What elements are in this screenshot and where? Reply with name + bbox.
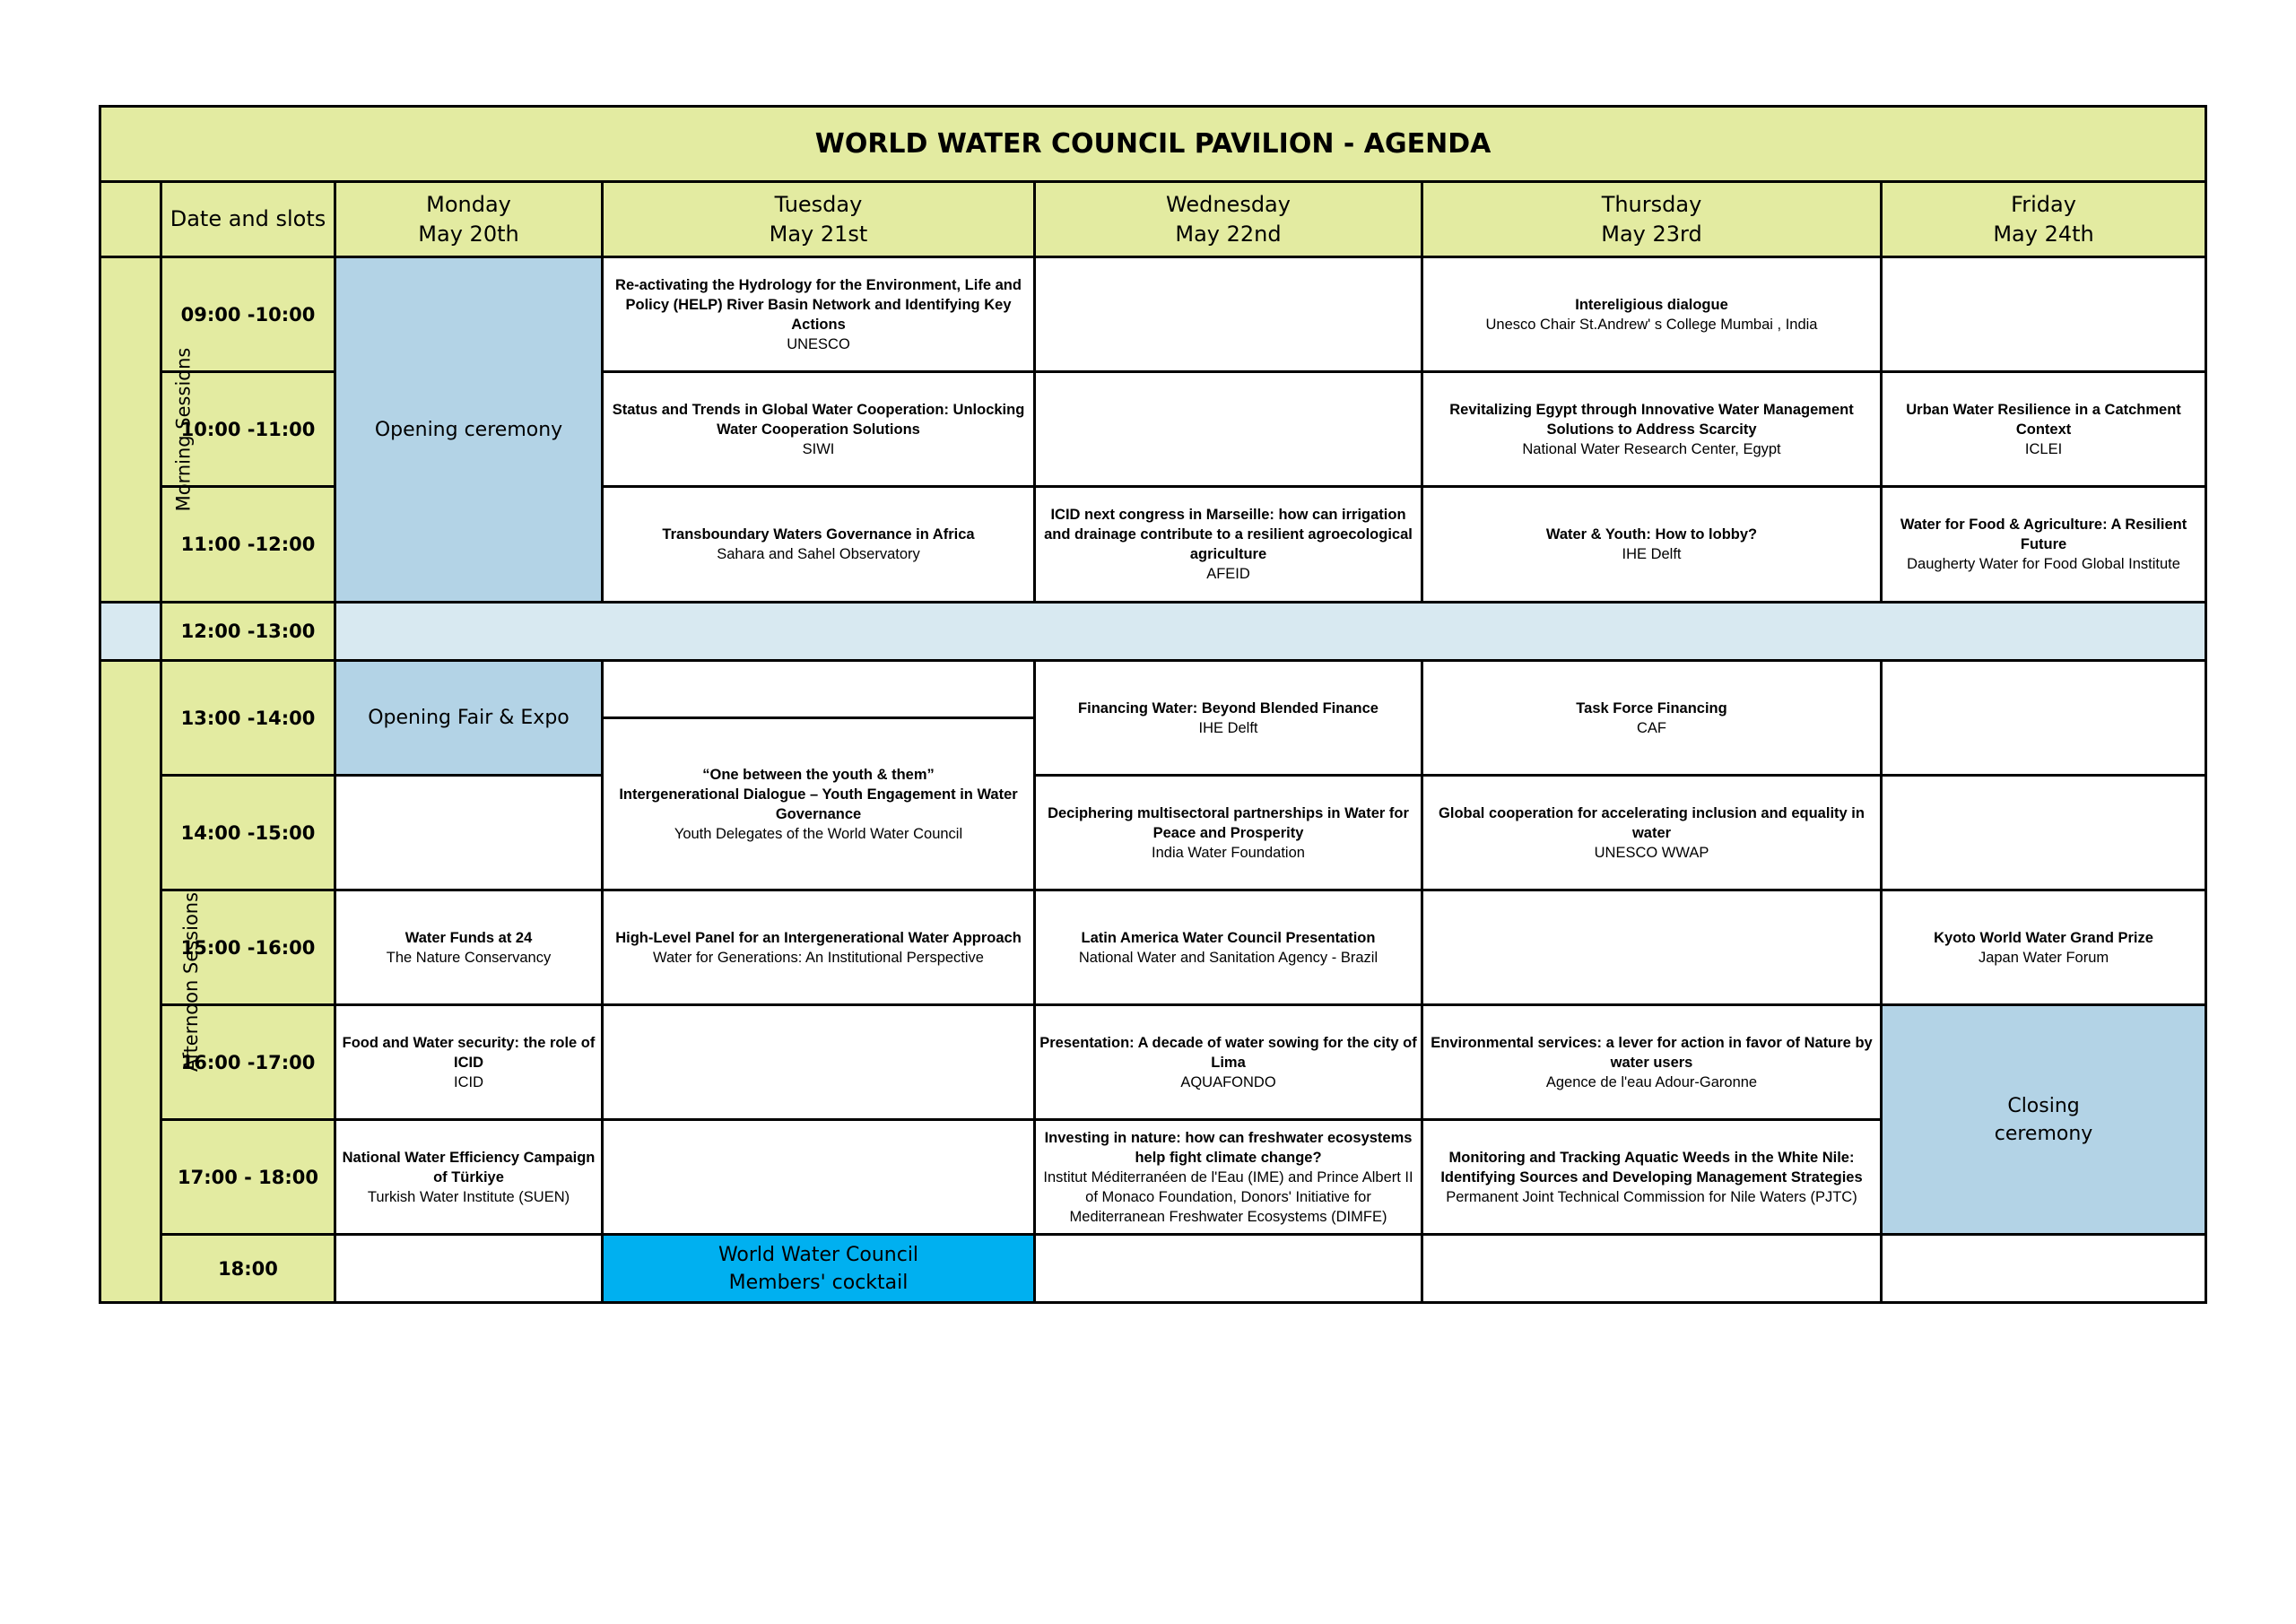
session-wed-1400: Deciphering multisectoral partnerships in Water for Peace and Prosperity India Water Foundation <box>1035 776 1422 890</box>
time-slot: 09:00 -10:00 <box>161 257 335 372</box>
agenda-title: WORLD WATER COUNCIL PAVILION - AGENDA <box>100 107 2206 182</box>
empty-cell <box>1422 890 1882 1005</box>
row-1600 <box>100 1005 2206 1120</box>
opening-ceremony: Opening ceremony <box>335 257 603 603</box>
time-slot: 17:00 - 18:00 <box>161 1120 335 1235</box>
date-and-slots-header: Date and slots <box>161 182 335 257</box>
day-header-monday: Monday May 20th <box>335 182 603 257</box>
empty-cell <box>1035 1235 1422 1303</box>
time-slot: 14:00 -15:00 <box>161 776 335 890</box>
morning-sessions-label: Morning Sessions <box>100 257 161 603</box>
session-tue-1500: High-Level Panel for an Intergenerational Water Approach Water for Generations: An Institutional Perspective <box>603 890 1035 1005</box>
session-thu-1300: Task Force Financing CAF <box>1422 661 1882 776</box>
session-tue-1000: Status and Trends in Global Water Cooperation: Unlocking Water Cooperation Solutions SIWI <box>603 372 1035 487</box>
agenda-table <box>99 105 2207 1304</box>
session-tue-1100: Transboundary Waters Governance in Africa Sahara and Sahel Observatory <box>603 487 1035 603</box>
session-thu-0900: Intereligious dialogue Unesco Chair St.Andrew' s College Mumbai , India <box>1422 257 1882 372</box>
row-1800 <box>100 1235 2206 1303</box>
empty-cell <box>1882 257 2206 372</box>
session-mon-1500: Water Funds at 24 The Nature Conservancy <box>335 890 603 1005</box>
session-mon-1600: Food and Water security: the role of ICID ICID <box>335 1005 603 1120</box>
row-1300a <box>100 661 2206 718</box>
header-row <box>100 182 2206 257</box>
empty-cell <box>1035 372 1422 487</box>
row-1500 <box>100 890 2206 1005</box>
time-slot: 16:00 -17:00 <box>161 1005 335 1120</box>
session-thu-1100: Water & Youth: How to lobby? IHE Delft <box>1422 487 1882 603</box>
session-thu-1400: Global cooperation for accelerating inclusion and equality in water UNESCO WWAP <box>1422 776 1882 890</box>
time-slot: 15:00 -16:00 <box>161 890 335 1005</box>
session-thu-1000: Revitalizing Egypt through Innovative Water Management Solutions to Address Scarcity National Water Research Center, Egypt <box>1422 372 1882 487</box>
header-spacer <box>100 182 161 257</box>
opening-fair-expo: Opening Fair & Expo <box>335 661 603 776</box>
session-tue-0900: Re-activating the Hydrology for the Environment, Life and Policy (HELP) River Basin Network and Identifying Key Actions UNESCO <box>603 257 1035 372</box>
session-fri-1500: Kyoto World Water Grand Prize Japan Water Forum <box>1882 890 2206 1005</box>
session-wed-1700: Investing in nature: how can freshwater ecosystems help fight climate change? Institut Méditerranéen de l'Eau (IME) and Prince Albert II of Monaco Foundation, Donors' Initiative for Mediterranean Freshwater Ecosystems (DIMFE) <box>1035 1120 1422 1235</box>
empty-cell <box>1882 661 2206 776</box>
row-1400 <box>100 776 2206 890</box>
empty-cell <box>603 1005 1035 1120</box>
empty-cell <box>335 776 603 890</box>
empty-cell <box>1035 257 1422 372</box>
session-tue-1330: “One between the youth & them” Intergenerational Dialogue – Youth Engagement in Water Governance Youth Delegates of the World Water Council <box>603 718 1035 890</box>
time-slot: 10:00 -11:00 <box>161 372 335 487</box>
empty-cell <box>1882 1235 2206 1303</box>
session-fri-1100: Water for Food & Agriculture: A Resilient Future Daugherty Water for Food Global Institute <box>1882 487 2206 603</box>
break-spacer <box>100 603 161 661</box>
session-wed-1500: Latin America Water Council Presentation National Water and Sanitation Agency - Brazil <box>1035 890 1422 1005</box>
session-mon-1700: National Water Efficiency Campaign of Türkiye Turkish Water Institute (SUEN) <box>335 1120 603 1235</box>
time-slot: 11:00 -12:00 <box>161 487 335 603</box>
empty-cell <box>335 1235 603 1303</box>
empty-cell <box>603 661 1035 718</box>
day-header-friday: Friday May 24th <box>1882 182 2206 257</box>
empty-cell <box>1422 1235 1882 1303</box>
session-wed-1600: Presentation: A decade of water sowing for the city of Lima AQUAFONDO <box>1035 1005 1422 1120</box>
members-cocktail: World Water Council Members' cocktail <box>603 1235 1035 1303</box>
day-header-wednesday: Wednesday May 22nd <box>1035 182 1422 257</box>
day-header-tuesday: Tuesday May 21st <box>603 182 1035 257</box>
time-slot: 12:00 -13:00 <box>161 603 335 661</box>
lunch-break <box>335 603 2206 661</box>
empty-cell <box>1882 776 2206 890</box>
empty-cell <box>603 1120 1035 1235</box>
row-1200 <box>100 603 2206 661</box>
time-slot: 13:00 -14:00 <box>161 661 335 776</box>
session-thu-1700: Monitoring and Tracking Aquatic Weeds in the White Nile: Identifying Sources and Developing Management Strategies Permanent Joint Technical Commission for Nile Waters (PJTC) <box>1422 1120 1882 1235</box>
session-fri-1000: Urban Water Resilience in a Catchment Context ICLEI <box>1882 372 2206 487</box>
day-header-thursday: Thursday May 23rd <box>1422 182 1882 257</box>
closing-ceremony: Closing ceremony <box>1882 1005 2206 1235</box>
afternoon-sessions-label: Afternoon Sessions <box>100 661 161 1303</box>
session-thu-1600: Environmental services: a lever for action in favor of Nature by water users Agence de l'eau Adour-Garonne <box>1422 1005 1882 1120</box>
time-slot: 18:00 <box>161 1235 335 1303</box>
session-wed-1100: ICID next congress in Marseille: how can irrigation and drainage contribute to a resilient agroecological agriculture AFEID <box>1035 487 1422 603</box>
row-0900 <box>100 257 2206 372</box>
session-wed-1300: Financing Water: Beyond Blended Finance IHE Delft <box>1035 661 1422 776</box>
